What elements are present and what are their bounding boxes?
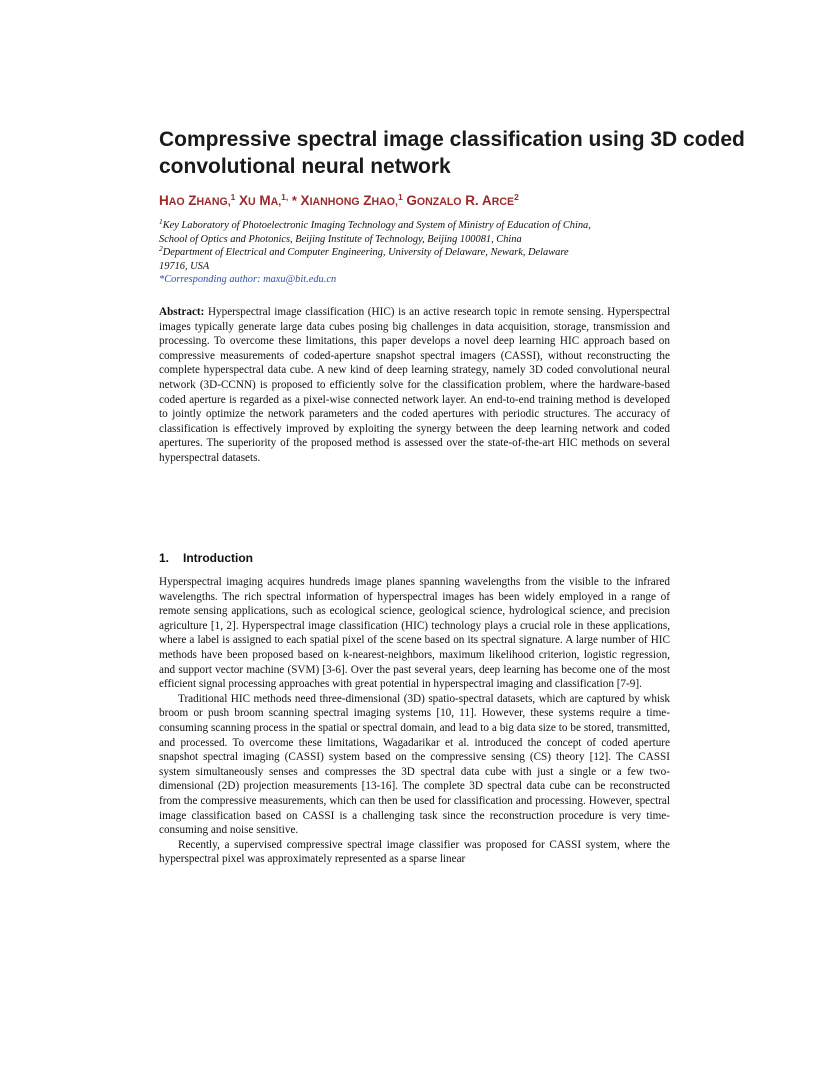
author: XIANHONG ZHAO,$^1$ [300, 192, 403, 208]
abstract-label: Abstract: [159, 306, 205, 318]
section-number: 1. [159, 551, 170, 565]
affiliation-1: $^1$Key Laboratory of Photoelectronic Imaging Technology and System of Ministry of Education of China, [159, 217, 591, 231]
affiliations [159, 219, 679, 287]
author-list [159, 193, 759, 210]
paper-title: Compressive spectral image classification using 3D coded convolutional neural network [159, 128, 745, 178]
author: XU MA,$^{1,}$ * [239, 192, 297, 208]
section-heading [159, 551, 253, 565]
paragraph: Recently, a supervised compressive spectral image classifier was proposed for CASSI system, where the hyperspectral pixel was approximately represented as a sparse linear [159, 838, 670, 866]
abstract [159, 305, 670, 466]
abstract-text: Hyperspectral image classification (HIC) is an active research topic in remote sensing. Hyperspectral images typically generate large data cubes posing big challenges in data acquisition, storage, transmission and processing. To overcome these limitations, this paper develops a novel deep learning HIC approach based on compressive measurements of coded-aperture snapshot spectral imagers (CASSI), without reconstructing the complete hyperspectral data cube. A new kind of deep learning strategy, namely 3D coded convolutional neural network (3D-CCNN) is proposed to efficiently solve for the classification problem, where the hardware-based coded aperture is regarded as a pixel-wise connected network layer. An end-to-end training method is developed to jointly optimize the network parameters and the coded apertures with periodic structures. The accuracy of classification is effectively improved by exploiting the synergy between the deep learning network and coded apertures. The superiority of the proposed method is assessed over the state-of-the-art HIC methods on several hyperspectral datasets. [159, 306, 671, 464]
paragraph: Hyperspectral imaging acquires hundreds image planes spanning wavelengths from the visible to the infrared wavelengths. The rich spectral information of hyperspectral images has been widely employed in a range of remote sensing applications, such as ecological science, geological science, hydrological science, and precision agriculture [1, 2]. Hyperspectral image classification (HIC) technology plays a crucial role in these applications, where a label is assigned to each spatial pixel of the scene based on its spectral signature. A large number of HIC methods have been proposed based on k-nearest-neighbors, maximum likelihood criterion, logistic regression, and support vector machine (SVM) [3-6]. Over the past several years, deep learning has become one of the most efficient signal processing approaches with great potential in hyperspectral imaging and classification [7-9]. [159, 576, 670, 691]
author: GONZALO R. ARCE$^2$ [406, 192, 519, 208]
section-body [159, 575, 670, 867]
corresponding-author[interactable]: *Corresponding author: maxu@bit.edu.cn [159, 274, 337, 286]
affiliation-2-cont: 19716, USA [159, 260, 210, 272]
affiliation-1-cont: School of Optics and Photonics, Beijing Institute of Technology, Beijing 100081, China [159, 233, 522, 245]
section-title: Introduction [183, 551, 253, 565]
author: HAO ZHANG,$^1$ [159, 192, 236, 208]
affiliation-2: $^2$Department of Electrical and Computer Engineering, University of Delaware, Newark, Delaware [159, 244, 569, 259]
paragraph: Traditional HIC methods need three-dimensional (3D) spatio-spectral datasets, which are captured by whisk broom or push broom scanning spectral imaging systems [10, 11]. However, these systems require a time-consuming scanning process in the spatial or spectral domain, and lead to a big data size to be stored, transmitted, and processed. To overcome these limitations, Wagadarikar et al. introduced the concept of coded aperture snapshot spectral imaging (CASSI) system based on the compressive sensing (CS) theory [12]. The CASSI system simultaneously senses and compresses the 3D spectral data cube with just a single or a few two-dimensional (2D) projection measurements [13-16]. The complete 3D spectral data cube can be reconstructed from the compressive measurements, which can then be used for classification and processing. However, spectral image classification based on CASSI is a challenging task since the reconstruction procedure is very time-consuming and noise sensitive. [159, 692, 670, 837]
